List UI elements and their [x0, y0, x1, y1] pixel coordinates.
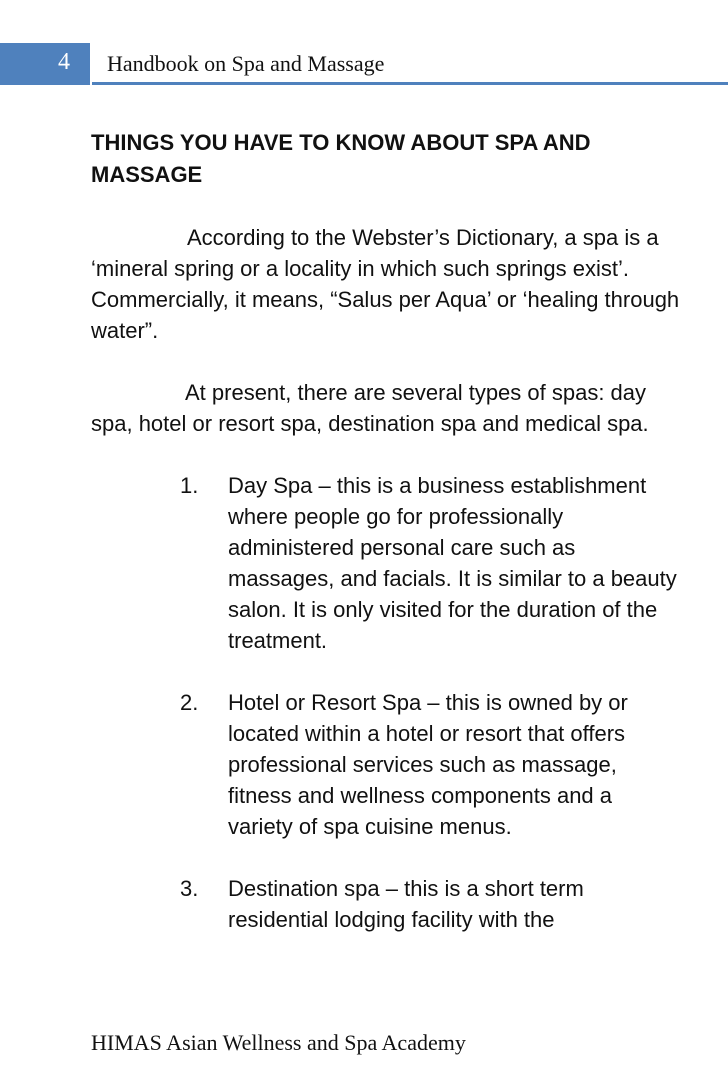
list-item-text: Hotel or Resort Spa – this is owned by or located within a hotel or resort that offers professional services such as massage, fitness and wellness components and a variety of spa cuisine menus. [228, 690, 628, 839]
paragraph-spa-types: At present, there are several types of spas: day spa, hotel or resort spa, destination spa and medical spa. [91, 380, 649, 436]
page-footer: HIMAS Asian Wellness and Spa Academy [91, 1030, 466, 1055]
page-content [91, 127, 681, 966]
paragraph-definition: According to the Webster’s Dictionary, a spa is a ‘mineral spring or a locality in which such springs exist’. Commercially, it means, “Salus per Aqua’ or ‘healing through water”. [91, 225, 680, 343]
spa-types-list [91, 470, 681, 935]
list-item-number: 2. [180, 690, 199, 715]
page-number: 4 [58, 49, 70, 75]
list-item-number: 3. [180, 876, 199, 901]
list-item [91, 873, 681, 935]
header-rule [92, 82, 728, 85]
list-item-text: Destination spa – this is a short term residential lodging facility with the [228, 876, 584, 932]
section-heading: THINGS YOU HAVE TO KNOW ABOUT SPA AND MASSAGE [91, 130, 591, 187]
running-header-title: Handbook on Spa and Massage [107, 51, 385, 76]
page-header [0, 43, 728, 85]
page-number-box [0, 43, 92, 85]
list-item [91, 470, 681, 656]
list-item-text: Day Spa – this is a business establishment where people go for professionally administered personal care such as massages, and facials. It is similar to a beauty salon. It is only visited for the duration of the treatment. [228, 473, 677, 653]
list-item [91, 687, 681, 842]
list-item-number: 1. [180, 473, 199, 498]
